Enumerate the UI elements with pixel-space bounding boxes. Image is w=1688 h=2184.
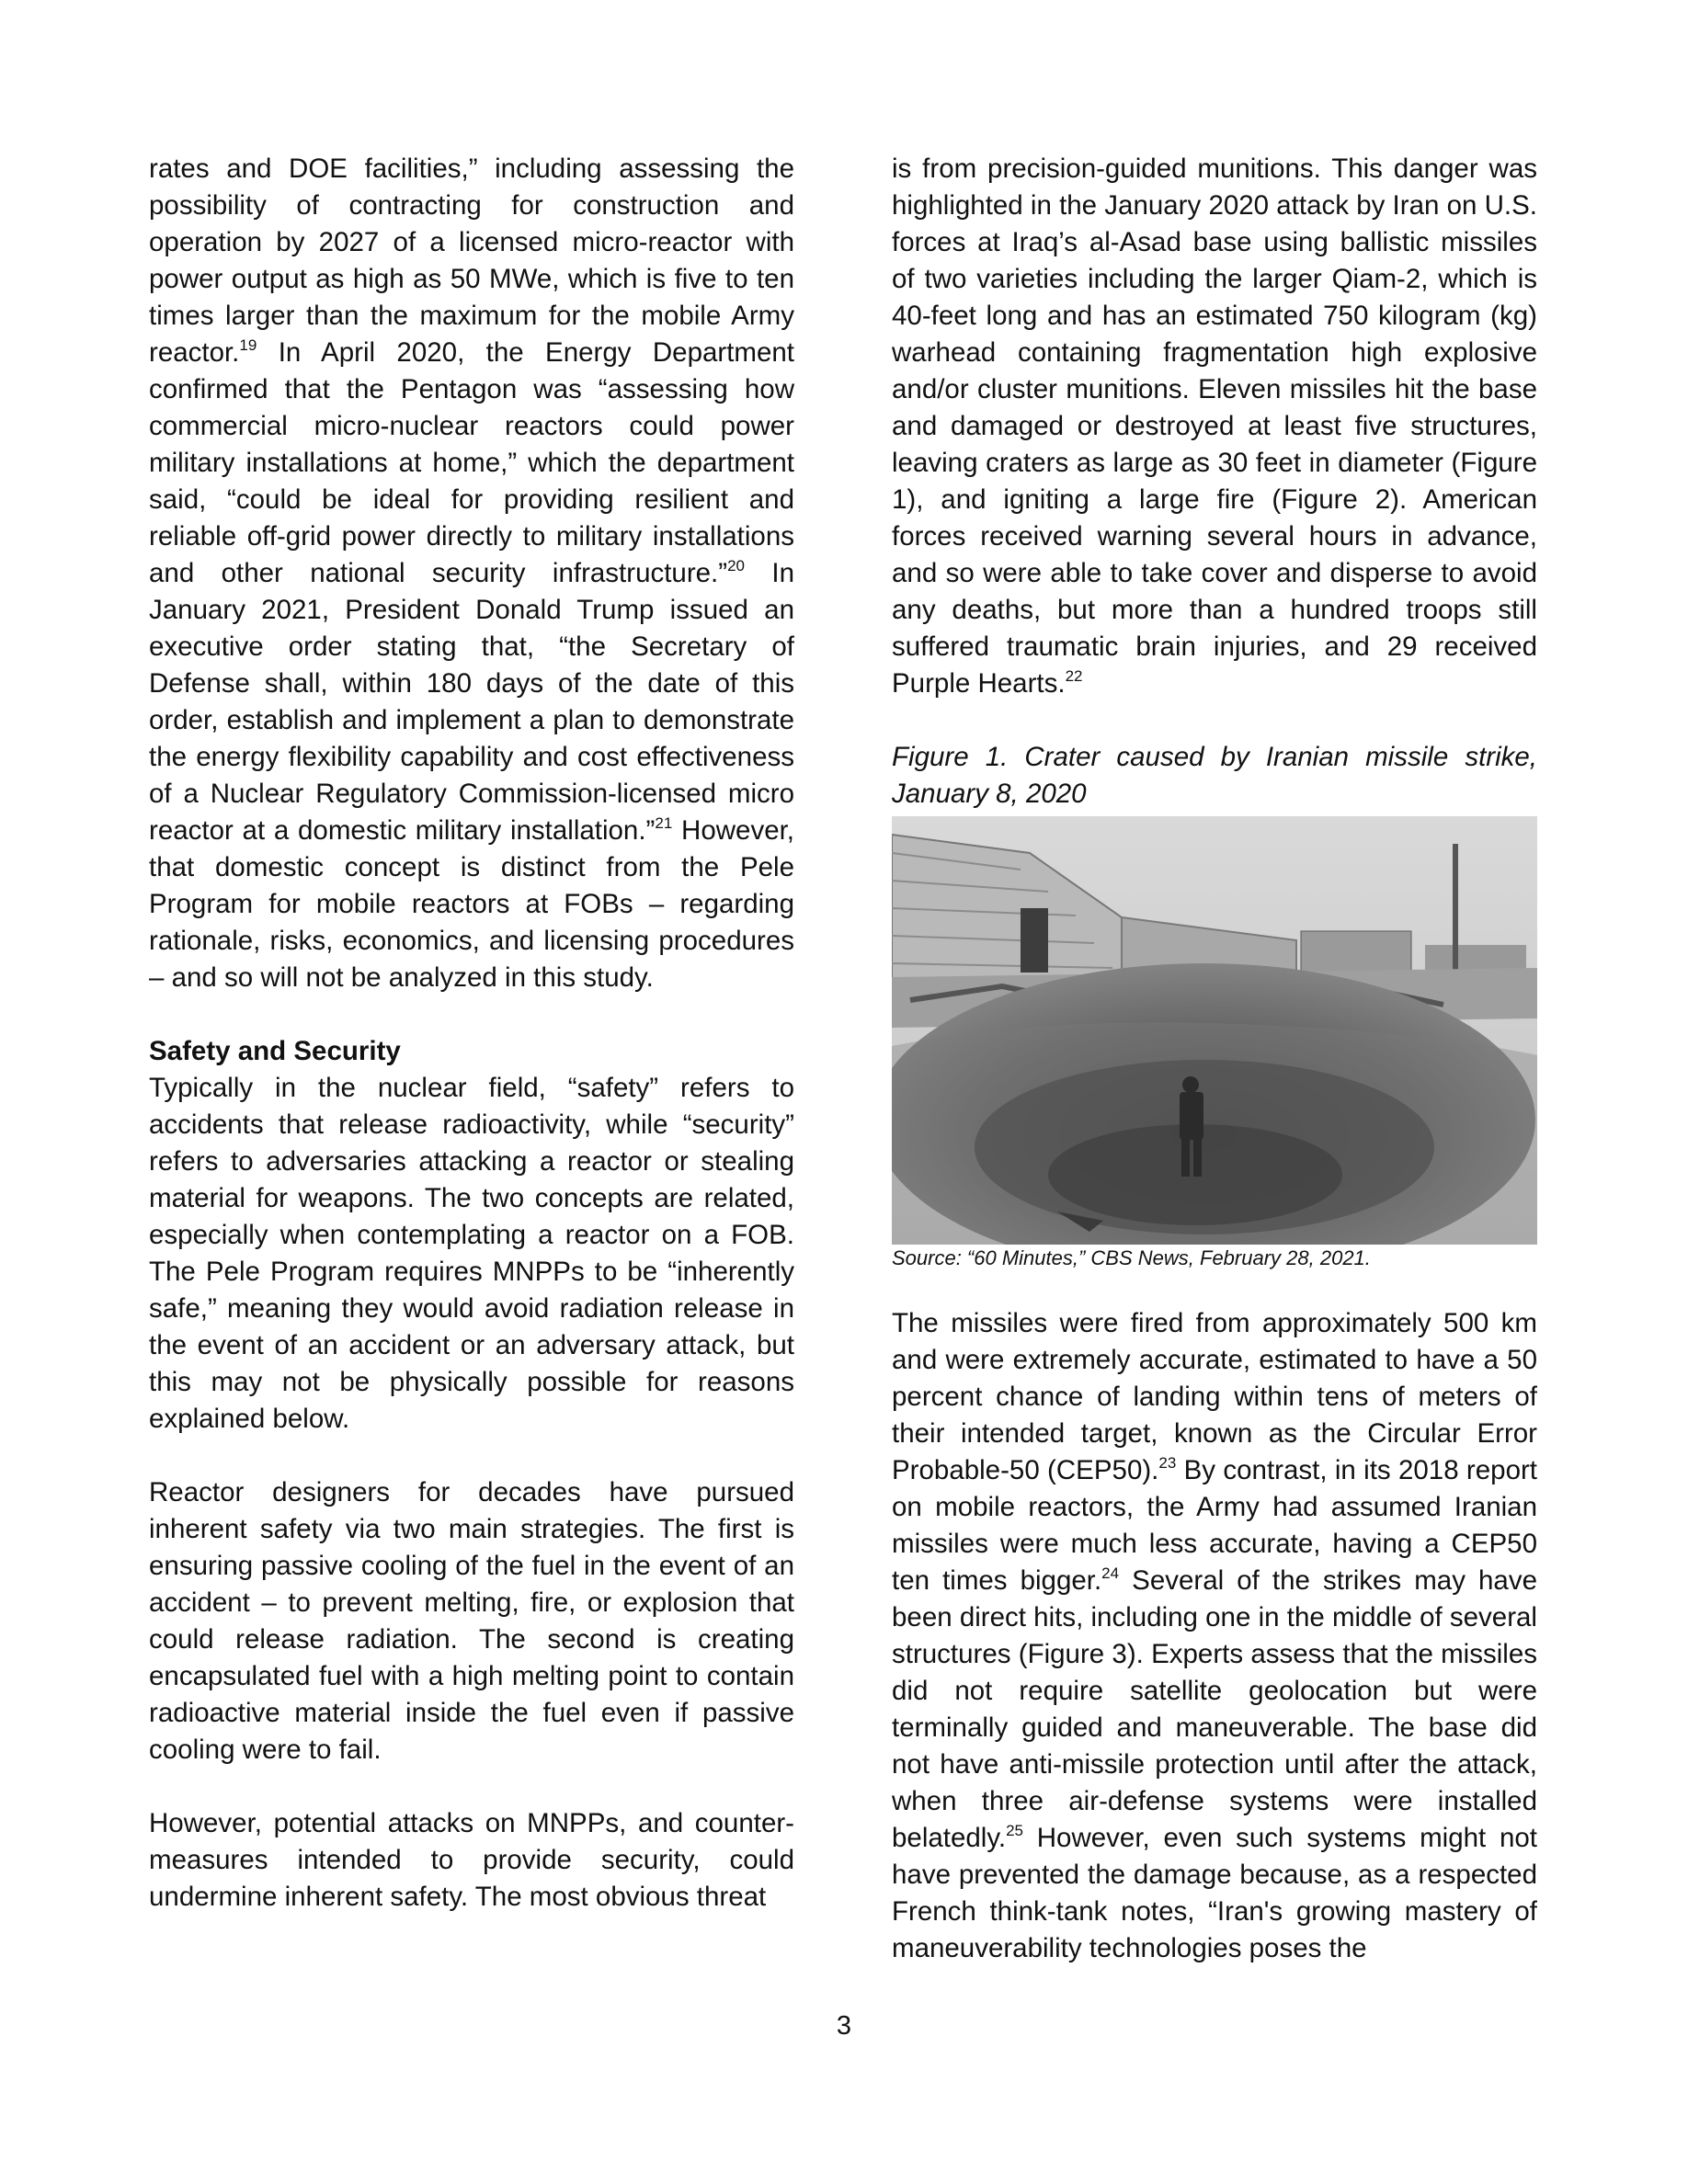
footnote-ref-22[interactable]: 22: [1065, 667, 1083, 685]
text-segment: rates and DOE facilities,” including assessing the possibility of contracting for construction and operation by 2027 of a licensed micro-reactor with power output as high as 50 MWe, which is five to ten times larger than the maximum for the mobile Army reactor.: [149, 154, 794, 368]
footnote-ref-25[interactable]: 25: [1006, 1822, 1024, 1839]
page-number: 3: [836, 2011, 852, 2041]
figure-source: Source: “60 Minutes,” CBS News, February 28, 2021.: [892, 1246, 1371, 1269]
footnote-ref-21[interactable]: 21: [655, 814, 673, 832]
footnote-ref-24[interactable]: 24: [1101, 1564, 1120, 1582]
section-heading-safety-security: Safety and Security: [149, 1036, 401, 1066]
footnote-ref-19[interactable]: 19: [239, 336, 257, 354]
footnote-ref-20[interactable]: 20: [727, 557, 746, 574]
text-segment: However, even such systems might not have prevented the damage because, as a respected French think-tank notes, “Iran's growing mastery of maneuverability technologies poses the: [892, 1823, 1537, 1963]
footnote-ref-23[interactable]: 23: [1158, 1454, 1177, 1472]
left-column: [149, 151, 794, 1916]
paragraph-micro-reactor: [149, 151, 794, 996]
paragraph-inherent-safety: Reactor designers for decades have pursued inherent safety via two main strategies. The first is ensuring passive cooling of the fuel in the event of an accident – to prevent melting, fire, or explosion that could release radiation. The second is creating encapsulated fuel with a high melting point to contain radioactive material inside the fuel even if passive cooling were to fail.: [149, 1477, 794, 1765]
paragraph-precision-munitions: [892, 151, 1537, 702]
crater-photo: [892, 816, 1537, 1245]
figure-caption: Figure 1. Crater caused by Iranian missile strike, January 8, 2020: [892, 742, 1537, 809]
text-segment: is from precision-guided munitions. This danger was highlighted in the January 2020 attack by Iran on U.S. forces at Iraq’s al-Asad base using ballistic missiles of two varieties including the larger Qiam-2, which is 40-feet long and has an estimated 750 kilogram (kg) warhead containing fragmentation high explosive and/or cluster munitions. Eleven missiles hit the base and damaged or destroyed at least five structures, leaving craters as large as 30 feet in diameter (Figure 1), and igniting a large fire (Figure 2). American forces received warning several hours in advance, and so were able to take cover and disperse to avoid any deaths, but more than a hundred troops still suffered traumatic brain injuries, and 29 received Purple Hearts.: [892, 154, 1537, 699]
text-segment: Several of the strikes may have been direct hits, including one in the middle of several structures (Figure 3). Experts assess that the missiles did not require satellite geolocation but were terminally guided and maneuverable. The base did not have anti-missile protection until after the attack, when three air-defense systems were installed belatedly.: [892, 1565, 1537, 1853]
text-segment: In January 2021, President Donald Trump issued an executive order stating that, “the Secretary of Defense shall, within 180 days of the date of this order, establish and implement a plan to demonstrate the energy flexibility capability and cost effectiveness of a Nuclear Regulatory Commission-licensed micro reactor at a domestic military installation.”: [149, 558, 794, 846]
paragraph-missile-accuracy: [892, 1305, 1537, 1967]
paragraph-attacks: However, potential attacks on MNPPs, and counter-measures intended to provide security, could undermine inherent safety. The most obvious threat: [149, 1808, 794, 1912]
right-column: [892, 151, 1537, 1967]
text-segment: The missiles were fired from approximately 500 km and were extremely accurate, estimated to have a 50 percent chance of landing within tens of meters of their intended target, known as the Circular Error Probable-50 (CEP50).: [892, 1308, 1537, 1485]
paragraph-safety-definition: Typically in the nuclear field, “safety” refers to accidents that release radioactivity, while “security” refers to adversaries attacking a reactor or stealing material for weapons. The two concepts are related, especially when contemplating a reactor on a FOB. The Pele Program requires MNPPs to be “inherently safe,” meaning they would avoid radiation release in the event of an accident or an adversary attack, but this may not be physically possible for reasons explained below.: [149, 1073, 794, 1434]
text-segment: In April 2020, the Energy Department confirmed that the Pentagon was “assessing how commercial micro-nuclear reactors could power military installations at home,” which the department said, “could be ideal for providing resilient and reliable off-grid power directly to military installations and other national security infrastructure.”: [149, 337, 794, 588]
crater-photo-illustration: [892, 816, 1537, 1245]
text-segment: By contrast, in its 2018 report on mobile reactors, the Army had assumed Iranian missiles were much less accurate, having a CEP50 ten times bigger.: [892, 1455, 1537, 1596]
text-segment: However, that domestic concept is distinct from the Pele Program for mobile reactors at FOBs – regarding rationale, risks, economics, and licensing procedures – and so will not be analyzed in this study.: [149, 815, 795, 993]
